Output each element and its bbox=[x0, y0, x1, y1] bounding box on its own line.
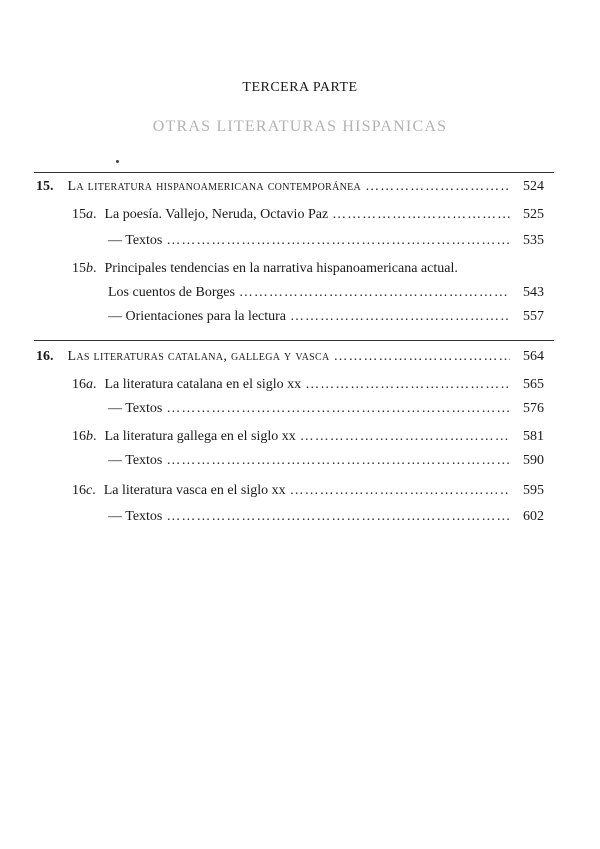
leader-dots bbox=[290, 308, 510, 326]
page-number: 564 bbox=[523, 349, 544, 364]
leader-dots bbox=[166, 508, 510, 526]
page-number: 602 bbox=[523, 509, 544, 524]
page-number: 590 bbox=[523, 453, 544, 468]
toc-section-15b-continued[interactable] bbox=[108, 284, 544, 302]
leader-dots bbox=[365, 178, 510, 196]
print-speck bbox=[116, 160, 119, 163]
subsection-title: — Textos bbox=[108, 401, 163, 416]
section-title: Principales tendencias en la narrativa hispanoamericana actual. bbox=[104, 261, 458, 276]
section-number: 16b. bbox=[72, 429, 97, 444]
section-number: 16c. bbox=[72, 483, 96, 498]
section-title: La literatura vasca en el siglo xx bbox=[103, 483, 286, 498]
leader-dots bbox=[166, 232, 510, 250]
subsection-title: — Orientaciones para la lectura bbox=[108, 309, 287, 324]
part-label: TERCERA PARTE bbox=[242, 80, 358, 95]
leader-dots bbox=[333, 348, 510, 366]
page-number: 543 bbox=[523, 285, 544, 300]
section-title: La poesía. Vallejo, Neruda, Octavio Paz bbox=[104, 207, 329, 222]
part-title: OTRAS LITERATURAS HISPANICAS bbox=[152, 118, 448, 135]
leader-dots bbox=[166, 452, 510, 470]
chapter-number: 15. bbox=[36, 179, 54, 194]
page-number: 525 bbox=[523, 207, 544, 222]
chapter-number: 16. bbox=[36, 349, 54, 364]
leader-dots bbox=[166, 400, 510, 418]
toc-chapter-16[interactable] bbox=[36, 348, 544, 366]
page-number: 595 bbox=[523, 483, 544, 498]
leader-dots bbox=[332, 206, 510, 224]
leader-dots bbox=[300, 428, 510, 446]
toc-subsection-textos[interactable] bbox=[108, 508, 544, 526]
toc-chapter-15[interactable] bbox=[36, 178, 544, 196]
section-number: 15b. bbox=[72, 261, 97, 276]
chapter-title: Las literaturas catalana, gallega y vasca bbox=[67, 349, 330, 364]
toc-section-16c[interactable] bbox=[72, 482, 544, 500]
page-number: 576 bbox=[523, 401, 544, 416]
toc-subsection-orientaciones[interactable] bbox=[108, 308, 544, 326]
page-number: 524 bbox=[523, 179, 544, 194]
page-number: 581 bbox=[523, 429, 544, 444]
toc-section-16a[interactable] bbox=[72, 376, 544, 394]
section-rule bbox=[34, 172, 554, 173]
toc-subsection-textos[interactable] bbox=[108, 232, 544, 250]
toc-section-15a[interactable] bbox=[72, 206, 544, 224]
toc-subsection-textos[interactable] bbox=[108, 400, 544, 418]
chapter-title: La literatura hispanoamericana contemporánea bbox=[67, 179, 362, 194]
subsection-title: — Textos bbox=[108, 233, 163, 248]
leader-dots bbox=[290, 482, 510, 500]
leader-dots bbox=[305, 376, 510, 394]
section-number: 15a. bbox=[72, 207, 97, 222]
section-number: 16a. bbox=[72, 377, 97, 392]
leader-dots bbox=[239, 284, 510, 302]
subsection-title: — Textos bbox=[108, 453, 163, 468]
section-rule bbox=[34, 340, 554, 341]
section-title: La literatura catalana en el siglo xx bbox=[104, 377, 302, 392]
section-title: La literatura gallega en el siglo xx bbox=[104, 429, 296, 444]
section-title-continued: Los cuentos de Borges bbox=[108, 285, 235, 300]
page-number: 535 bbox=[523, 233, 544, 248]
toc-subsection-textos[interactable] bbox=[108, 452, 544, 470]
subsection-title: — Textos bbox=[108, 509, 163, 524]
page-number: 565 bbox=[523, 377, 544, 392]
toc-section-16b[interactable] bbox=[72, 428, 544, 446]
toc-section-15b[interactable] bbox=[72, 260, 544, 278]
page-number: 557 bbox=[523, 309, 544, 324]
